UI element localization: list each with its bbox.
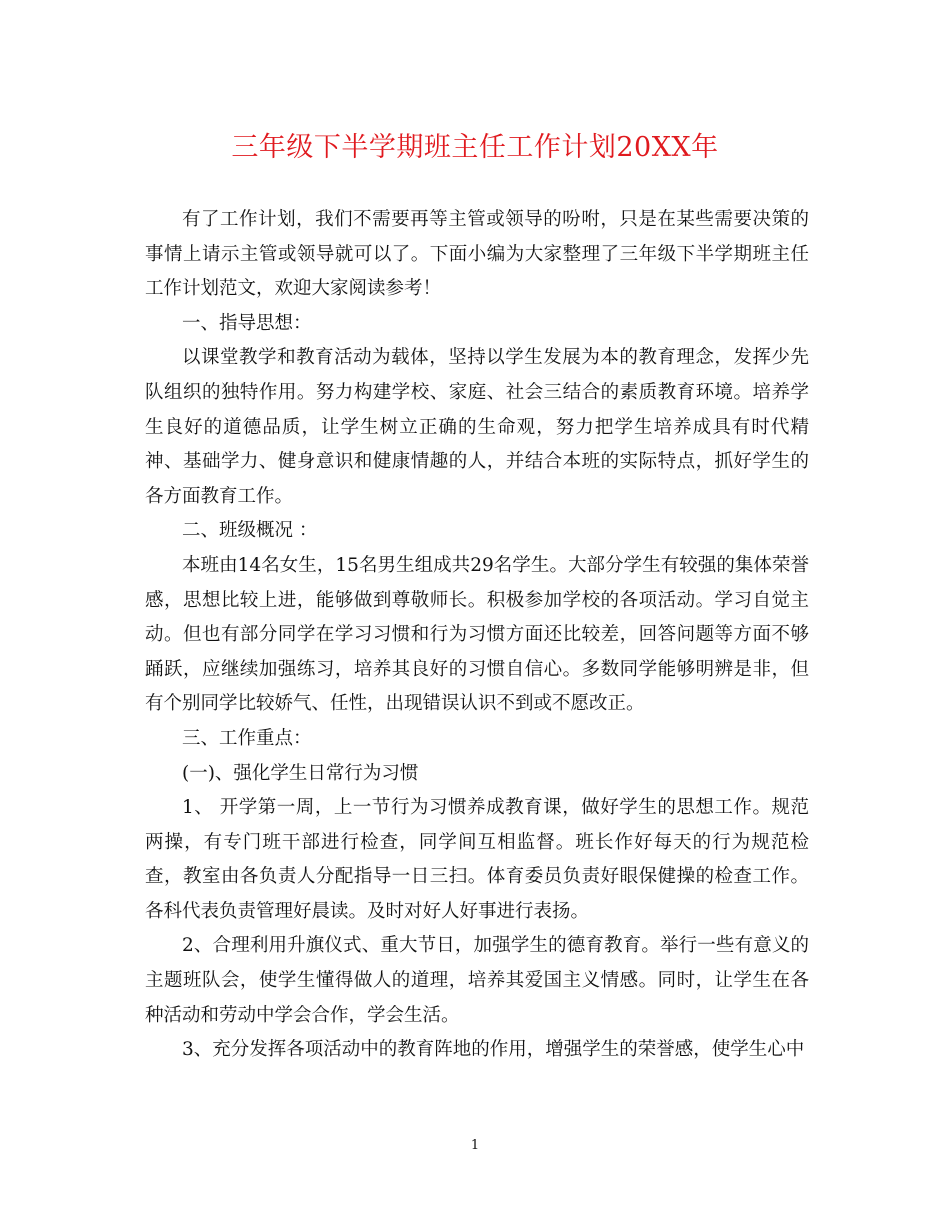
list-item-1: 1、 开学第一周，上一节行为习惯养成教育课，做好学生的思想工作。规范两操，有专门班干部进行检查，同学间互相监督。班长作好每天的行为规范检查，教室由各负责人分配指导一日三扫。体育委员负责好眼保健操的检查工作。各科代表负责管理好晨读。及时对好人好事进行表扬。 — [145, 797, 809, 922]
subsection-heading-daily-habits: (一)、强化学生日常行为习惯 — [182, 762, 419, 784]
list-item-2: 2、合理利用升旗仪式、重大节日，加强学生的德育教育。举行一些有意义的主题班队会，使学生懂得做人的道理，培养其爱国主义情感。同时，让学生在各种活动和劳动中学会合作，学会生活。 — [145, 935, 809, 1026]
page-number: 1 — [470, 1138, 480, 1153]
class-overview-paragraph: 本班由14名女生，15名男生组成共29名学生。大部分学生有较强的集体荣誉感，思想比较上进，能够做到尊敬师长。积极参加学校的各项活动。学习自觉主动。但也有部分同学在学习习惯和行为习惯方面还比较差，回答问题等方面不够踊跃，应继续加强练习，培养其良好的习惯自信心。多数同学能够明辨是非，但有个别同学比较娇气、任性，出现错误认识不到或不愿改正。 — [145, 554, 809, 715]
list-item-3: 3、充分发挥各项活动中的教育阵地的作用，增强学生的荣誉感，使学生心中 — [182, 1039, 805, 1061]
section-heading-work-focus: 三、工作重点： — [182, 727, 312, 749]
intro-paragraph: 有了工作计划，我们不需要再等主管或领导的吩咐，只是在某些需要决策的事情上请示主管或领导就可以了。下面小编为大家整理了三年级下半学期班主任工作计划范文，欢迎大家阅读参考！ — [145, 209, 809, 300]
document-title: 三年级下半学期班主任工作计划20XX年 — [231, 132, 719, 163]
section-heading-guiding-ideology: 一、指导思想： — [182, 312, 312, 334]
guiding-ideology-paragraph: 以课堂教学和教育活动为载体，坚持以学生发展为本的教育理念，发挥少先队组织的独特作用。努力构建学校、家庭、社会三结合的素质教育环境。培养学生良好的道德品质，让学生树立正确的生命观，努力把学生培养成具有时代精神、基础学力、健身意识和健康情趣的人，并结合本班的实际特点，抓好学生的各方面教育工作。 — [145, 347, 809, 507]
section-heading-class-overview: 二、班级概况 ： — [182, 520, 318, 542]
document-body — [145, 203, 809, 1068]
